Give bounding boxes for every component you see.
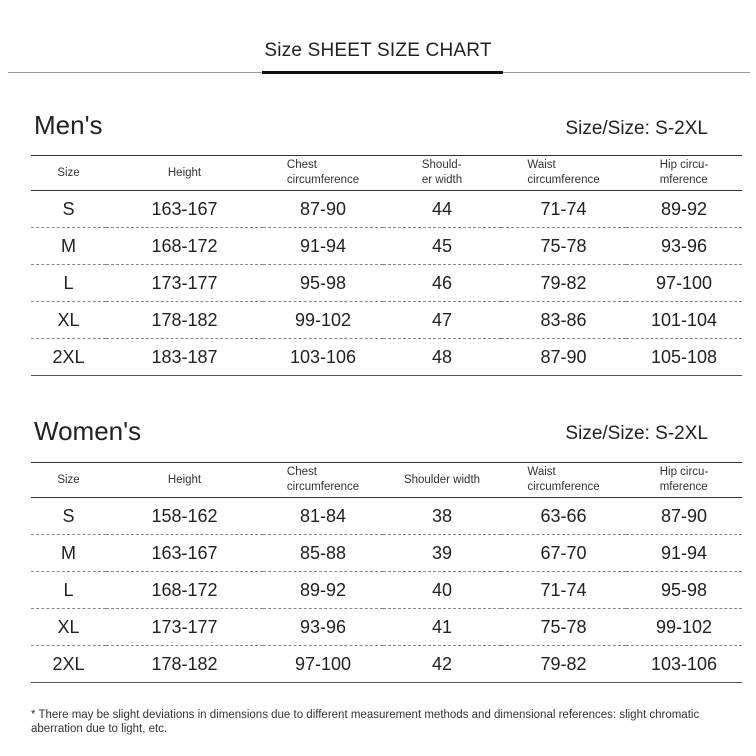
table-cell: 45 <box>383 228 501 265</box>
table-cell: 103-106 <box>626 646 742 683</box>
table-cell: 93-96 <box>626 228 742 265</box>
table-cell: 89-92 <box>263 572 383 609</box>
column-header: Height <box>106 156 263 191</box>
column-header: Waist circumference <box>501 463 626 498</box>
table-cell: 101-104 <box>626 302 742 339</box>
table-cell: 91-94 <box>626 535 742 572</box>
column-header: Chest circumference <box>263 156 383 191</box>
column-header: Hip circu- mference <box>626 463 742 498</box>
table-row <box>31 191 742 228</box>
table-cell: 87-90 <box>626 498 742 535</box>
table-cell: 44 <box>383 191 501 228</box>
table-cell: 2XL <box>31 646 106 683</box>
table-cell: 83-86 <box>501 302 626 339</box>
table-cell: 47 <box>383 302 501 339</box>
table-row <box>31 609 742 646</box>
table-cell: 99-102 <box>263 302 383 339</box>
table-cell: 178-182 <box>106 646 263 683</box>
table-row <box>31 265 742 302</box>
column-header: Should- er width <box>383 156 501 191</box>
table-cell: 67-70 <box>501 535 626 572</box>
table-cell: S <box>31 191 106 228</box>
mens-size-table <box>31 155 742 376</box>
size-range-mens: Size/Size: S-2XL <box>565 118 708 139</box>
table-cell: 93-96 <box>263 609 383 646</box>
table-cell: 63-66 <box>501 498 626 535</box>
table-cell: 48 <box>383 339 501 376</box>
table-cell: 97-100 <box>626 265 742 302</box>
table-header-row <box>31 156 742 191</box>
table-cell: 81-84 <box>263 498 383 535</box>
table-cell: 168-172 <box>106 228 263 265</box>
table-row <box>31 572 742 609</box>
table-cell: 87-90 <box>501 339 626 376</box>
table-cell: M <box>31 535 106 572</box>
table-cell: XL <box>31 302 106 339</box>
column-header: Shoulder width <box>383 463 501 498</box>
table-cell: 46 <box>383 265 501 302</box>
column-header: Size <box>31 156 106 191</box>
table-cell: 178-182 <box>106 302 263 339</box>
table-cell: 71-74 <box>501 191 626 228</box>
section-title-womens: Women's <box>34 416 142 446</box>
womens-size-table <box>31 462 742 683</box>
table-cell: 41 <box>383 609 501 646</box>
table-cell: 91-94 <box>263 228 383 265</box>
table-cell: 105-108 <box>626 339 742 376</box>
table-cell: L <box>31 572 106 609</box>
column-header: Height <box>106 463 263 498</box>
table-cell: S <box>31 498 106 535</box>
column-header: Hip circu- mference <box>626 156 742 191</box>
table-cell: 38 <box>383 498 501 535</box>
column-header: Chest circumference <box>263 463 383 498</box>
table-cell: 97-100 <box>263 646 383 683</box>
table-cell: L <box>31 265 106 302</box>
table-cell: 85-88 <box>263 535 383 572</box>
table-cell: 42 <box>383 646 501 683</box>
table-row <box>31 498 742 535</box>
size-range-womens: Size/Size: S-2XL <box>565 423 708 444</box>
table-cell: 183-187 <box>106 339 263 376</box>
table-cell: 163-167 <box>106 535 263 572</box>
table-row <box>31 646 742 683</box>
table-cell: 99-102 <box>626 609 742 646</box>
column-header: Size <box>31 463 106 498</box>
table-cell: 168-172 <box>106 572 263 609</box>
table-cell: 71-74 <box>501 572 626 609</box>
table-cell: 79-82 <box>501 265 626 302</box>
table-cell: 163-167 <box>106 191 263 228</box>
chart-header <box>0 0 756 80</box>
table-cell: 173-177 <box>106 265 263 302</box>
table-cell: 95-98 <box>626 572 742 609</box>
table-cell: 75-78 <box>501 228 626 265</box>
column-header: Waist circumference <box>501 156 626 191</box>
table-cell: 95-98 <box>263 265 383 302</box>
table-cell: 2XL <box>31 339 106 376</box>
table-row <box>31 228 742 265</box>
table-cell: 40 <box>383 572 501 609</box>
table-cell: 103-106 <box>263 339 383 376</box>
table-cell: XL <box>31 609 106 646</box>
title-underline <box>262 71 503 74</box>
table-cell: 173-177 <box>106 609 263 646</box>
table-cell: 87-90 <box>263 191 383 228</box>
table-cell: M <box>31 228 106 265</box>
table-row <box>31 339 742 376</box>
section-title-mens: Men's <box>34 110 103 140</box>
disclaimer-note: * There may be slight deviations in dimensions due to different measurement methods and dimensional references: slight chromatic aberration due to light, etc. <box>31 709 700 735</box>
page-title: Size SHEET SIZE CHART <box>264 40 492 61</box>
table-row <box>31 535 742 572</box>
table-cell: 158-162 <box>106 498 263 535</box>
table-cell: 79-82 <box>501 646 626 683</box>
table-header-row <box>31 463 742 498</box>
table-cell: 39 <box>383 535 501 572</box>
table-row <box>31 302 742 339</box>
table-cell: 89-92 <box>626 191 742 228</box>
table-cell: 75-78 <box>501 609 626 646</box>
